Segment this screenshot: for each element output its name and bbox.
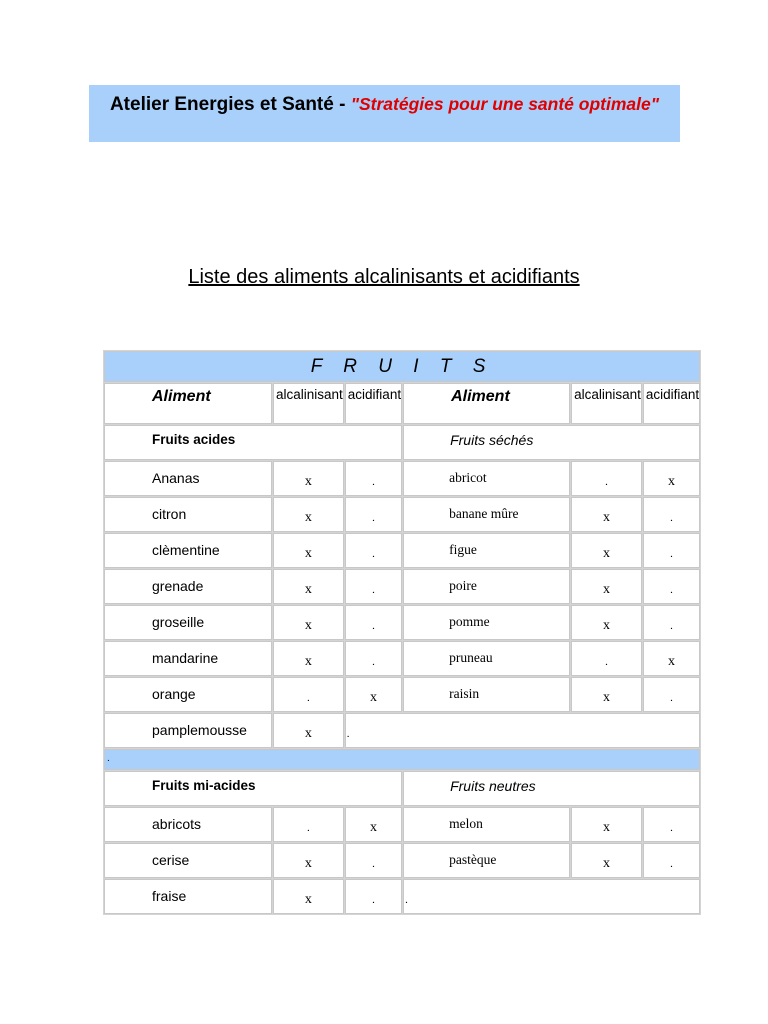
category-row	[104, 771, 700, 806]
table-title: F R U I T S	[104, 351, 700, 382]
acidifiant-mark-right: .	[643, 497, 700, 532]
row-tail: .	[345, 713, 700, 748]
food-name-right-text: pruneau	[449, 650, 493, 665]
food-name-right-text: raisin	[449, 686, 480, 701]
alcalinisant-mark-left: x	[273, 533, 344, 568]
acidifiant-mark-left: .	[345, 843, 402, 878]
alcalinisant-mark-left: x	[273, 879, 344, 914]
table-row	[104, 879, 700, 914]
table-row	[104, 533, 700, 568]
header-alcalinisant-left: alcalinisant	[273, 383, 344, 424]
category-right-text: Fruits neutres	[450, 778, 536, 794]
category-right-text: Fruits séchés	[450, 432, 534, 448]
acidifiant-mark-left: .	[345, 497, 402, 532]
food-name-right-text: banane mûre	[449, 506, 519, 521]
separator-cell: .	[104, 749, 700, 770]
food-name-right	[403, 641, 570, 676]
category-right	[403, 771, 700, 806]
food-name-left	[104, 879, 272, 914]
acidifiant-mark-left: .	[345, 569, 402, 604]
acidifiant-mark-right: .	[643, 569, 700, 604]
alcalinisant-mark-left: x	[273, 843, 344, 878]
food-name-right-text: abricot	[449, 470, 487, 485]
header-aliment-right: Aliment	[403, 383, 570, 424]
table-row	[104, 641, 700, 676]
food-name-left	[104, 713, 272, 748]
category-left-text: Fruits acides	[152, 432, 236, 447]
food-name-left	[104, 533, 272, 568]
acidifiant-mark-left: .	[345, 605, 402, 640]
alcalinisant-mark-right: .	[571, 461, 642, 496]
food-name-right-text: pastèque	[449, 852, 497, 867]
page-banner	[89, 85, 680, 142]
alcalinisant-mark-right: x	[571, 497, 642, 532]
table-row	[104, 497, 700, 532]
page-subtitle: Liste des aliments alcalinisants et acidifiants	[188, 266, 580, 288]
category-right	[403, 425, 700, 460]
alcalinisant-mark-left: x	[273, 713, 344, 748]
acidifiant-mark-right: x	[643, 461, 700, 496]
alcalinisant-mark-left: x	[273, 569, 344, 604]
acidifiant-mark-left: .	[345, 533, 402, 568]
food-name-right	[403, 605, 570, 640]
food-name-right-text: poire	[449, 578, 477, 593]
food-name-left-text: cerise	[152, 852, 190, 868]
food-name-left-text: mandarine	[152, 650, 219, 666]
banner-quote: "Stratégies pour une santé optimale"	[350, 94, 660, 114]
food-name-right	[403, 533, 570, 568]
table-row	[104, 605, 700, 640]
header-alcalinisant-right: alcalinisant	[571, 383, 642, 424]
row-tail: .	[403, 879, 700, 914]
acidifiant-mark-right: .	[643, 677, 700, 712]
table-row	[104, 713, 700, 748]
alcalinisant-mark-left: x	[273, 497, 344, 532]
food-name-left	[104, 461, 272, 496]
alcalinisant-mark-right: .	[571, 641, 642, 676]
table-row	[104, 807, 700, 842]
fruits-table	[103, 350, 701, 915]
food-name-left-text: Ananas	[152, 470, 200, 486]
acidifiant-mark-left: .	[345, 461, 402, 496]
alcalinisant-mark-right: x	[571, 843, 642, 878]
food-name-left-text: pamplemousse	[152, 722, 247, 738]
acidifiant-mark-right: x	[643, 641, 700, 676]
alcalinisant-mark-left: x	[273, 641, 344, 676]
food-name-right-text: pomme	[449, 614, 490, 629]
alcalinisant-mark-right: x	[571, 569, 642, 604]
alcalinisant-mark-right: x	[571, 605, 642, 640]
food-name-right	[403, 677, 570, 712]
acidifiant-mark-right: .	[643, 533, 700, 568]
food-name-left	[104, 677, 272, 712]
alcalinisant-mark-right: x	[571, 677, 642, 712]
food-name-right	[403, 569, 570, 604]
acidifiant-mark-right: .	[643, 843, 700, 878]
food-name-right-text: figue	[449, 542, 477, 557]
food-name-left	[104, 497, 272, 532]
acidifiant-mark-left: .	[345, 879, 402, 914]
food-name-left-text: grenade	[152, 578, 204, 594]
alcalinisant-mark-right: x	[571, 807, 642, 842]
category-left	[104, 425, 402, 460]
separator-row	[104, 749, 700, 770]
table-row	[104, 569, 700, 604]
acidifiant-mark-left: .	[345, 641, 402, 676]
acidifiant-mark-left: x	[345, 807, 402, 842]
acidifiant-mark-right: .	[643, 807, 700, 842]
food-name-right	[403, 461, 570, 496]
alcalinisant-mark-left: .	[273, 677, 344, 712]
alcalinisant-mark-left: .	[273, 807, 344, 842]
food-name-left-text: orange	[152, 686, 196, 702]
category-left	[104, 771, 402, 806]
food-name-left-text: citron	[152, 506, 187, 522]
food-name-right-text: melon	[449, 816, 483, 831]
alcalinisant-mark-left: x	[273, 605, 344, 640]
food-name-right	[403, 497, 570, 532]
alcalinisant-mark-left: x	[273, 461, 344, 496]
food-name-left-text: groseille	[152, 614, 205, 630]
food-name-right	[403, 843, 570, 878]
header-acidifiant-right: acidifiant	[643, 383, 700, 424]
table-row	[104, 843, 700, 878]
acidifiant-mark-right: .	[643, 605, 700, 640]
food-name-left-text: fraise	[152, 888, 187, 904]
header-aliment-left: Aliment	[104, 383, 272, 424]
food-name-left	[104, 807, 272, 842]
category-left-text: Fruits mi-acides	[152, 778, 256, 793]
category-row	[104, 425, 700, 460]
table-row	[104, 677, 700, 712]
food-name-left	[104, 843, 272, 878]
alcalinisant-mark-right: x	[571, 533, 642, 568]
acidifiant-mark-left: x	[345, 677, 402, 712]
food-name-left-text: clèmentine	[152, 542, 220, 558]
table-row	[104, 461, 700, 496]
food-name-left	[104, 641, 272, 676]
header-acidifiant-left: acidifiant	[345, 383, 402, 424]
food-name-left	[104, 569, 272, 604]
food-name-left	[104, 605, 272, 640]
food-name-left-text: abricots	[152, 816, 202, 832]
food-name-right	[403, 807, 570, 842]
banner-title: Atelier Energies et Santé -	[109, 94, 351, 115]
